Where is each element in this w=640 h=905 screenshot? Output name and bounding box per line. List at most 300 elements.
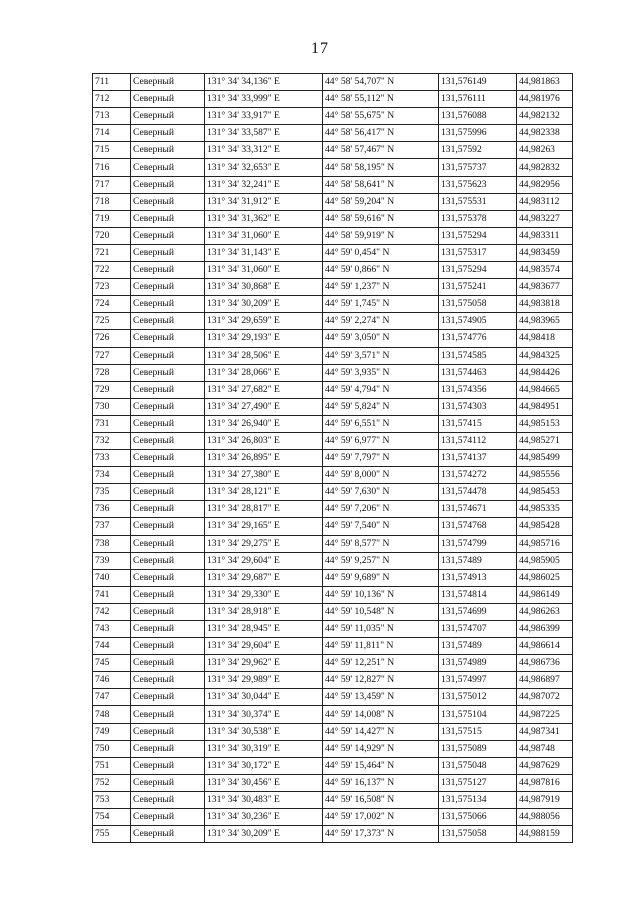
longitude-dms-cell: 131° 34' 29,193" E	[205, 330, 323, 347]
longitude-decimal-cell: 131,575104	[439, 706, 517, 723]
latitude-dms-cell: 44° 59' 11,811" N	[323, 638, 439, 655]
longitude-decimal-cell: 131,575089	[439, 740, 517, 757]
latitude-dms-cell: 44° 59' 16,508" N	[323, 791, 439, 808]
point-number-cell: 720	[93, 227, 131, 244]
boundary-side-cell: Северный	[131, 330, 205, 347]
latitude-decimal-cell: 44,984426	[517, 364, 573, 381]
latitude-decimal-cell: 44,986263	[517, 603, 573, 620]
longitude-dms-cell: 131° 34' 27,380" E	[205, 467, 323, 484]
point-number-cell: 735	[93, 484, 131, 501]
latitude-dms-cell: 44° 59' 13,459" N	[323, 689, 439, 706]
longitude-dms-cell: 131° 34' 33,587" E	[205, 125, 323, 142]
latitude-decimal-cell: 44,987072	[517, 689, 573, 706]
longitude-decimal-cell: 131,574913	[439, 569, 517, 586]
table-row	[93, 262, 573, 279]
longitude-dms-cell: 131° 34' 28,945" E	[205, 621, 323, 638]
point-number-cell: 713	[93, 108, 131, 125]
boundary-side-cell: Северный	[131, 74, 205, 91]
longitude-decimal-cell: 131,574699	[439, 603, 517, 620]
longitude-decimal-cell: 131,574303	[439, 398, 517, 415]
boundary-side-cell: Северный	[131, 91, 205, 108]
coordinates-table	[92, 73, 573, 843]
boundary-side-cell: Северный	[131, 757, 205, 774]
latitude-decimal-cell: 44,985453	[517, 484, 573, 501]
longitude-dms-cell: 131° 34' 31,143" E	[205, 244, 323, 261]
table-row	[93, 415, 573, 432]
longitude-dms-cell: 131° 34' 30,374" E	[205, 706, 323, 723]
latitude-dms-cell: 44° 59' 3,571" N	[323, 347, 439, 364]
longitude-dms-cell: 131° 34' 33,312" E	[205, 142, 323, 159]
longitude-dms-cell: 131° 34' 31,060" E	[205, 227, 323, 244]
latitude-decimal-cell: 44,986614	[517, 638, 573, 655]
point-number-cell: 745	[93, 655, 131, 672]
longitude-decimal-cell: 131,575127	[439, 774, 517, 791]
table-row	[93, 210, 573, 227]
boundary-side-cell: Северный	[131, 826, 205, 843]
boundary-side-cell: Северный	[131, 244, 205, 261]
boundary-side-cell: Северный	[131, 108, 205, 125]
latitude-dms-cell: 44° 59' 10,136" N	[323, 586, 439, 603]
longitude-dms-cell: 131° 34' 32,241" E	[205, 176, 323, 193]
longitude-dms-cell: 131° 34' 29,687" E	[205, 569, 323, 586]
longitude-dms-cell: 131° 34' 31,912" E	[205, 193, 323, 210]
coordinates-table-body	[93, 74, 573, 843]
latitude-dms-cell: 44° 58' 59,204" N	[323, 193, 439, 210]
longitude-decimal-cell: 131,574463	[439, 364, 517, 381]
boundary-side-cell: Северный	[131, 552, 205, 569]
longitude-dms-cell: 131° 34' 33,917" E	[205, 108, 323, 125]
longitude-decimal-cell: 131,575996	[439, 125, 517, 142]
latitude-dms-cell: 44° 59' 2,274" N	[323, 313, 439, 330]
point-number-cell: 731	[93, 415, 131, 432]
point-number-cell: 732	[93, 432, 131, 449]
longitude-decimal-cell: 131,575241	[439, 279, 517, 296]
boundary-side-cell: Северный	[131, 432, 205, 449]
table-row	[93, 603, 573, 620]
table-row	[93, 398, 573, 415]
latitude-dms-cell: 44° 59' 14,008" N	[323, 706, 439, 723]
boundary-side-cell: Северный	[131, 210, 205, 227]
latitude-dms-cell: 44° 59' 9,257" N	[323, 552, 439, 569]
latitude-dms-cell: 44° 59' 12,827" N	[323, 672, 439, 689]
latitude-dms-cell: 44° 59' 15,464" N	[323, 757, 439, 774]
table-row	[93, 621, 573, 638]
point-number-cell: 717	[93, 176, 131, 193]
point-number-cell: 746	[93, 672, 131, 689]
table-row	[93, 518, 573, 535]
latitude-dms-cell: 44° 59' 5,824" N	[323, 398, 439, 415]
latitude-decimal-cell: 44,987919	[517, 791, 573, 808]
boundary-side-cell: Северный	[131, 655, 205, 672]
point-number-cell: 729	[93, 381, 131, 398]
table-row	[93, 364, 573, 381]
point-number-cell: 752	[93, 774, 131, 791]
point-number-cell: 723	[93, 279, 131, 296]
table-row	[93, 809, 573, 826]
boundary-side-cell: Северный	[131, 638, 205, 655]
longitude-decimal-cell: 131,574776	[439, 330, 517, 347]
latitude-decimal-cell: 44,983574	[517, 262, 573, 279]
longitude-dms-cell: 131° 34' 29,604" E	[205, 552, 323, 569]
latitude-dms-cell: 44° 58' 59,616" N	[323, 210, 439, 227]
longitude-dms-cell: 131° 34' 34,136" E	[205, 74, 323, 91]
table-row	[93, 74, 573, 91]
latitude-decimal-cell: 44,986025	[517, 569, 573, 586]
longitude-decimal-cell: 131,575066	[439, 809, 517, 826]
longitude-decimal-cell: 131,574112	[439, 432, 517, 449]
boundary-side-cell: Северный	[131, 142, 205, 159]
table-row	[93, 569, 573, 586]
latitude-dms-cell: 44° 59' 8,000" N	[323, 467, 439, 484]
longitude-dms-cell: 131° 34' 29,962" E	[205, 655, 323, 672]
boundary-side-cell: Северный	[131, 791, 205, 808]
latitude-decimal-cell: 44,982132	[517, 108, 573, 125]
point-number-cell: 733	[93, 450, 131, 467]
table-row	[93, 193, 573, 210]
latitude-decimal-cell: 44,983818	[517, 296, 573, 313]
point-number-cell: 749	[93, 723, 131, 740]
latitude-decimal-cell: 44,986149	[517, 586, 573, 603]
boundary-side-cell: Северный	[131, 603, 205, 620]
latitude-dms-cell: 44° 59' 0,866" N	[323, 262, 439, 279]
latitude-dms-cell: 44° 59' 7,206" N	[323, 501, 439, 518]
longitude-dms-cell: 131° 34' 28,817" E	[205, 501, 323, 518]
boundary-side-cell: Северный	[131, 569, 205, 586]
longitude-dms-cell: 131° 34' 30,483" E	[205, 791, 323, 808]
latitude-dms-cell: 44° 58' 55,112" N	[323, 91, 439, 108]
longitude-dms-cell: 131° 34' 26,940" E	[205, 415, 323, 432]
longitude-dms-cell: 131° 34' 33,999" E	[205, 91, 323, 108]
latitude-dms-cell: 44° 58' 55,675" N	[323, 108, 439, 125]
latitude-decimal-cell: 44,985271	[517, 432, 573, 449]
boundary-side-cell: Северный	[131, 296, 205, 313]
point-number-cell: 728	[93, 364, 131, 381]
longitude-dms-cell: 131° 34' 32,653" E	[205, 159, 323, 176]
boundary-side-cell: Северный	[131, 774, 205, 791]
longitude-decimal-cell: 131,574799	[439, 535, 517, 552]
boundary-side-cell: Северный	[131, 535, 205, 552]
table-row	[93, 689, 573, 706]
latitude-dms-cell: 44° 58' 56,417" N	[323, 125, 439, 142]
latitude-dms-cell: 44° 59' 7,797" N	[323, 450, 439, 467]
table-row	[93, 552, 573, 569]
longitude-dms-cell: 131° 34' 29,165" E	[205, 518, 323, 535]
latitude-decimal-cell: 44,986736	[517, 655, 573, 672]
longitude-dms-cell: 131° 34' 31,060" E	[205, 262, 323, 279]
longitude-dms-cell: 131° 34' 29,989" E	[205, 672, 323, 689]
longitude-dms-cell: 131° 34' 29,604" E	[205, 638, 323, 655]
point-number-cell: 743	[93, 621, 131, 638]
longitude-dms-cell: 131° 34' 27,682" E	[205, 381, 323, 398]
latitude-decimal-cell: 44,987816	[517, 774, 573, 791]
boundary-side-cell: Северный	[131, 809, 205, 826]
latitude-decimal-cell: 44,983311	[517, 227, 573, 244]
latitude-decimal-cell: 44,981863	[517, 74, 573, 91]
table-row	[93, 774, 573, 791]
point-number-cell: 751	[93, 757, 131, 774]
table-row	[93, 501, 573, 518]
latitude-dms-cell: 44° 59' 7,540" N	[323, 518, 439, 535]
longitude-dms-cell: 131° 34' 30,209" E	[205, 296, 323, 313]
table-row	[93, 672, 573, 689]
point-number-cell: 711	[93, 74, 131, 91]
table-row	[93, 740, 573, 757]
longitude-dms-cell: 131° 34' 30,456" E	[205, 774, 323, 791]
longitude-decimal-cell: 131,574814	[439, 586, 517, 603]
table-row	[93, 142, 573, 159]
boundary-side-cell: Северный	[131, 450, 205, 467]
latitude-decimal-cell: 44,98263	[517, 142, 573, 159]
boundary-side-cell: Северный	[131, 381, 205, 398]
boundary-side-cell: Северный	[131, 313, 205, 330]
table-row	[93, 381, 573, 398]
point-number-cell: 712	[93, 91, 131, 108]
latitude-decimal-cell: 44,98748	[517, 740, 573, 757]
table-row	[93, 826, 573, 843]
table-row	[93, 655, 573, 672]
latitude-decimal-cell: 44,986399	[517, 621, 573, 638]
point-number-cell: 739	[93, 552, 131, 569]
latitude-dms-cell: 44° 59' 14,929" N	[323, 740, 439, 757]
point-number-cell: 755	[93, 826, 131, 843]
latitude-decimal-cell: 44,988159	[517, 826, 573, 843]
boundary-side-cell: Северный	[131, 518, 205, 535]
longitude-decimal-cell: 131,575378	[439, 210, 517, 227]
longitude-decimal-cell: 131,574478	[439, 484, 517, 501]
table-row	[93, 296, 573, 313]
longitude-decimal-cell: 131,575623	[439, 176, 517, 193]
latitude-decimal-cell: 44,985499	[517, 450, 573, 467]
table-row	[93, 91, 573, 108]
latitude-dms-cell: 44° 59' 9,689" N	[323, 569, 439, 586]
longitude-decimal-cell: 131,574989	[439, 655, 517, 672]
table-row	[93, 244, 573, 261]
point-number-cell: 724	[93, 296, 131, 313]
latitude-dms-cell: 44° 59' 1,745" N	[323, 296, 439, 313]
latitude-decimal-cell: 44,987341	[517, 723, 573, 740]
longitude-decimal-cell: 131,575317	[439, 244, 517, 261]
longitude-dms-cell: 131° 34' 30,538" E	[205, 723, 323, 740]
boundary-side-cell: Северный	[131, 586, 205, 603]
longitude-decimal-cell: 131,574671	[439, 501, 517, 518]
longitude-decimal-cell: 131,574585	[439, 347, 517, 364]
latitude-dms-cell: 44° 59' 10,548" N	[323, 603, 439, 620]
longitude-decimal-cell: 131,575134	[439, 791, 517, 808]
longitude-dms-cell: 131° 34' 30,209" E	[205, 826, 323, 843]
latitude-dms-cell: 44° 59' 14,427" N	[323, 723, 439, 740]
longitude-decimal-cell: 131,57592	[439, 142, 517, 159]
longitude-decimal-cell: 131,575294	[439, 227, 517, 244]
longitude-decimal-cell: 131,575737	[439, 159, 517, 176]
longitude-dms-cell: 131° 34' 31,362" E	[205, 210, 323, 227]
boundary-side-cell: Северный	[131, 501, 205, 518]
latitude-decimal-cell: 44,985153	[517, 415, 573, 432]
point-number-cell: 722	[93, 262, 131, 279]
longitude-decimal-cell: 131,576088	[439, 108, 517, 125]
longitude-dms-cell: 131° 34' 28,066" E	[205, 364, 323, 381]
point-number-cell: 748	[93, 706, 131, 723]
longitude-dms-cell: 131° 34' 29,659" E	[205, 313, 323, 330]
latitude-dms-cell: 44° 58' 57,467" N	[323, 142, 439, 159]
latitude-decimal-cell: 44,982956	[517, 176, 573, 193]
point-number-cell: 718	[93, 193, 131, 210]
latitude-decimal-cell: 44,98418	[517, 330, 573, 347]
boundary-side-cell: Северный	[131, 227, 205, 244]
latitude-dms-cell: 44° 58' 54,707" N	[323, 74, 439, 91]
longitude-dms-cell: 131° 34' 30,172" E	[205, 757, 323, 774]
longitude-decimal-cell: 131,576111	[439, 91, 517, 108]
latitude-decimal-cell: 44,985905	[517, 552, 573, 569]
point-number-cell: 734	[93, 467, 131, 484]
point-number-cell: 747	[93, 689, 131, 706]
latitude-dms-cell: 44° 59' 0,454" N	[323, 244, 439, 261]
point-number-cell: 742	[93, 603, 131, 620]
boundary-side-cell: Северный	[131, 484, 205, 501]
latitude-decimal-cell: 44,983965	[517, 313, 573, 330]
latitude-dms-cell: 44° 59' 8,577" N	[323, 535, 439, 552]
longitude-dms-cell: 131° 34' 29,275" E	[205, 535, 323, 552]
boundary-side-cell: Северный	[131, 467, 205, 484]
boundary-side-cell: Северный	[131, 706, 205, 723]
table-row	[93, 347, 573, 364]
table-row	[93, 586, 573, 603]
latitude-decimal-cell: 44,982338	[517, 125, 573, 142]
longitude-dms-cell: 131° 34' 26,895" E	[205, 450, 323, 467]
latitude-dms-cell: 44° 59' 6,977" N	[323, 432, 439, 449]
point-number-cell: 736	[93, 501, 131, 518]
latitude-decimal-cell: 44,985335	[517, 501, 573, 518]
point-number-cell: 744	[93, 638, 131, 655]
boundary-side-cell: Северный	[131, 125, 205, 142]
longitude-decimal-cell: 131,574137	[439, 450, 517, 467]
longitude-dms-cell: 131° 34' 30,319" E	[205, 740, 323, 757]
table-row	[93, 484, 573, 501]
latitude-dms-cell: 44° 59' 1,237" N	[323, 279, 439, 296]
latitude-dms-cell: 44° 59' 12,251" N	[323, 655, 439, 672]
boundary-side-cell: Северный	[131, 689, 205, 706]
boundary-side-cell: Северный	[131, 398, 205, 415]
point-number-cell: 753	[93, 791, 131, 808]
boundary-side-cell: Северный	[131, 176, 205, 193]
longitude-dms-cell: 131° 34' 29,330" E	[205, 586, 323, 603]
table-row	[93, 159, 573, 176]
point-number-cell: 754	[93, 809, 131, 826]
latitude-decimal-cell: 44,984665	[517, 381, 573, 398]
longitude-decimal-cell: 131,575048	[439, 757, 517, 774]
point-number-cell: 716	[93, 159, 131, 176]
boundary-side-cell: Северный	[131, 159, 205, 176]
boundary-side-cell: Северный	[131, 279, 205, 296]
latitude-decimal-cell: 44,985716	[517, 535, 573, 552]
table-row	[93, 535, 573, 552]
point-number-cell: 725	[93, 313, 131, 330]
boundary-side-cell: Северный	[131, 672, 205, 689]
latitude-decimal-cell: 44,983459	[517, 244, 573, 261]
table-row	[93, 279, 573, 296]
boundary-side-cell: Северный	[131, 415, 205, 432]
table-row	[93, 757, 573, 774]
table-row	[93, 791, 573, 808]
table-row	[93, 450, 573, 467]
longitude-decimal-cell: 131,574997	[439, 672, 517, 689]
latitude-decimal-cell: 44,985428	[517, 518, 573, 535]
longitude-decimal-cell: 131,57489	[439, 638, 517, 655]
table-row	[93, 227, 573, 244]
table-row	[93, 108, 573, 125]
latitude-dms-cell: 44° 58' 58,195" N	[323, 159, 439, 176]
table-row	[93, 706, 573, 723]
latitude-dms-cell: 44° 59' 11,035" N	[323, 621, 439, 638]
boundary-side-cell: Северный	[131, 740, 205, 757]
point-number-cell: 714	[93, 125, 131, 142]
point-number-cell: 741	[93, 586, 131, 603]
longitude-dms-cell: 131° 34' 27,490" E	[205, 398, 323, 415]
table-row	[93, 432, 573, 449]
latitude-decimal-cell: 44,984325	[517, 347, 573, 364]
longitude-decimal-cell: 131,574272	[439, 467, 517, 484]
point-number-cell: 730	[93, 398, 131, 415]
longitude-decimal-cell: 131,575531	[439, 193, 517, 210]
longitude-dms-cell: 131° 34' 28,918" E	[205, 603, 323, 620]
latitude-dms-cell: 44° 59' 17,002" N	[323, 809, 439, 826]
boundary-side-cell: Северный	[131, 723, 205, 740]
latitude-decimal-cell: 44,988056	[517, 809, 573, 826]
table-row	[93, 330, 573, 347]
latitude-decimal-cell: 44,985556	[517, 467, 573, 484]
table-row	[93, 313, 573, 330]
table-row	[93, 638, 573, 655]
longitude-decimal-cell: 131,575058	[439, 826, 517, 843]
point-number-cell: 740	[93, 569, 131, 586]
longitude-decimal-cell: 131,57489	[439, 552, 517, 569]
latitude-decimal-cell: 44,987225	[517, 706, 573, 723]
point-number-cell: 726	[93, 330, 131, 347]
longitude-decimal-cell: 131,574905	[439, 313, 517, 330]
longitude-decimal-cell: 131,574707	[439, 621, 517, 638]
latitude-dms-cell: 44° 59' 7,630" N	[323, 484, 439, 501]
longitude-decimal-cell: 131,576149	[439, 74, 517, 91]
longitude-decimal-cell: 131,574768	[439, 518, 517, 535]
boundary-side-cell: Северный	[131, 193, 205, 210]
latitude-dms-cell: 44° 59' 16,137" N	[323, 774, 439, 791]
latitude-dms-cell: 44° 59' 4,794" N	[323, 381, 439, 398]
latitude-dms-cell: 44° 59' 6,551" N	[323, 415, 439, 432]
latitude-dms-cell: 44° 58' 58,641" N	[323, 176, 439, 193]
latitude-dms-cell: 44° 59' 17,373" N	[323, 826, 439, 843]
point-number-cell: 737	[93, 518, 131, 535]
boundary-side-cell: Северный	[131, 621, 205, 638]
latitude-dms-cell: 44° 59' 3,935" N	[323, 364, 439, 381]
table-row	[93, 125, 573, 142]
point-number-cell: 727	[93, 347, 131, 364]
longitude-dms-cell: 131° 34' 28,121" E	[205, 484, 323, 501]
longitude-decimal-cell: 131,574356	[439, 381, 517, 398]
boundary-side-cell: Северный	[131, 347, 205, 364]
table-row	[93, 467, 573, 484]
latitude-dms-cell: 44° 58' 59,919" N	[323, 227, 439, 244]
latitude-decimal-cell: 44,984951	[517, 398, 573, 415]
point-number-cell: 715	[93, 142, 131, 159]
boundary-side-cell: Северный	[131, 364, 205, 381]
longitude-decimal-cell: 131,575294	[439, 262, 517, 279]
longitude-decimal-cell: 131,575058	[439, 296, 517, 313]
latitude-decimal-cell: 44,982832	[517, 159, 573, 176]
longitude-dms-cell: 131° 34' 28,506" E	[205, 347, 323, 364]
point-number-cell: 738	[93, 535, 131, 552]
latitude-decimal-cell: 44,987629	[517, 757, 573, 774]
longitude-decimal-cell: 131,57415	[439, 415, 517, 432]
longitude-dms-cell: 131° 34' 26,803" E	[205, 432, 323, 449]
